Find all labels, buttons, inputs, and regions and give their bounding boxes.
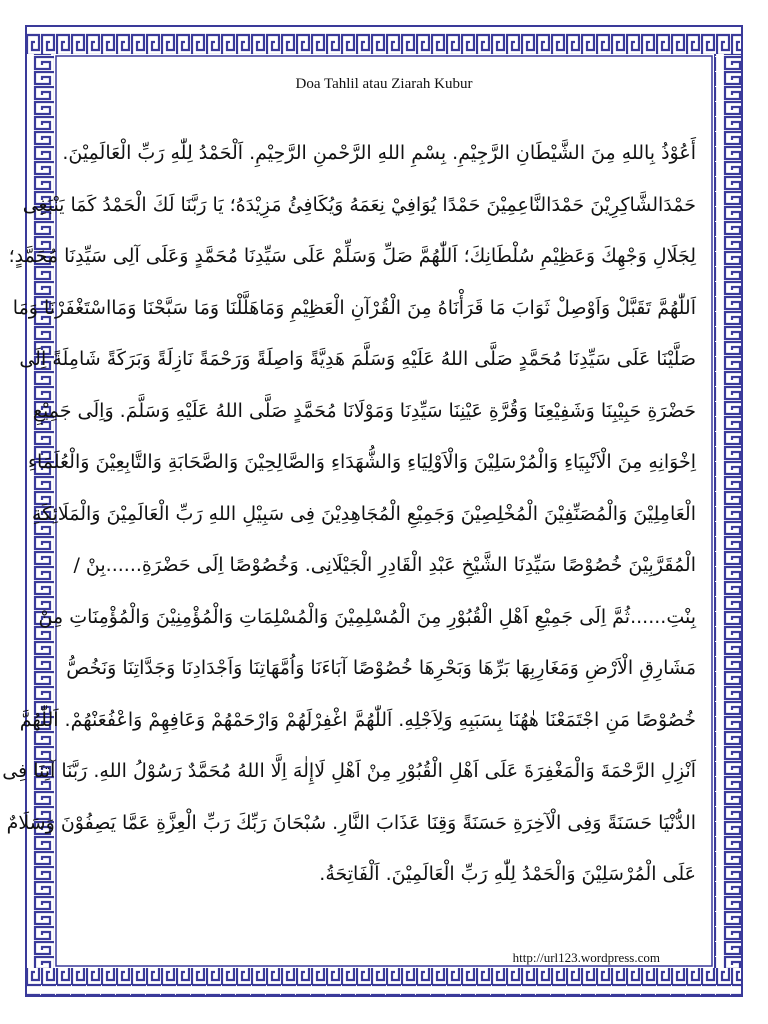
text-line: حَضْرَةِ حَبِيْبِنَا وَشَفِيْعِنَا وَقُرَّةِ عَيْنِنَا سَيِّدِنَا وَمَوْلَانَا مُحَمَّدٍ صَلَّى اللهُ عَلَيْهِ وَسَلَّمَ. وَاِلَى جَمِيْعِ [32, 399, 696, 422]
text-line: خُصُوْصًا مَنِ اجْتَمَعْنَا هٰهُنَا بِسَبَبِهِ وَلِاَجْلِهِ. اَللّٰهُمَّ اغْفِرْلَهُمْ وَارْحَمْهُمْ وَعَافِهِمْ وَاعْفُعَنْهُمْ. اَللّٰهُمَّ [19, 708, 696, 731]
text-line: الدُّنْيَا حَسَنَةً وَفِى الْآخِرَةِ حَسَنَةً وَقِنَا عَذَابَ النَّارِ. سُبْحَانَ رَبِّكَ رَبِّ الْعِزَّةِ عَمَّا يَصِفُوْنَ وَسَلَامٌ [6, 811, 696, 834]
text-line: الْمُقَرَّبِيْنَ خُصُوْصًا سَيِّدِنَا الشَّيْخِ عَبْدِ الْقَادِرِ الْجَيْلَانِى. وَخُصُوْصًا اِلَى حَضْرَةِ......بِنْ / [73, 554, 696, 576]
text-line: اَللّٰهُمَّ تَقَبَّلْ وَاَوْصِلْ ثَوَابَ مَا قَرَأْنَاهُ مِنَ الْقُرْآنِ الْعَظِيْمِ وَمَاهَلَّلْنَا وَمَا سَبَّحْنَا وَمَااسْتَغْفَرْنَا وَمَا [12, 296, 696, 319]
footer-url: http://url123.wordpress.com [512, 950, 660, 965]
text-line: بِنْتِ......ثُمَّ اِلَى جَمِيْعِ اَهْلِ الْقُبُوْرِ مِنَ الْمُسْلِمِيْنَ وَالْمُسْلِمَاتِ وَالْمُؤْمِنِيْنَ وَالْمُؤْمِنَاتِ مِنْ [38, 605, 696, 628]
text-line: اَنْزِلِ الرَّحْمَةَ وَالْمَغْفِرَةَ عَلَى اَهْلِ الْقُبُوْرِ مِنْ اَهْلِ لَاإِلٰهَ اِلَّا اللهُ مُحَمَّدٌ رَسُوْلُ اللهِ. رَبَّنَا آتِنَا فِى [2, 760, 696, 782]
text-line: صَلَّيْنَا عَلَى سَيِّدِنَا مُحَمَّدٍ صَلَّى اللهُ عَلَيْهِ وَسَلَّمَ هَدِيَّةً وَاصِلَةً وَرَحْمَةً نَازِلَةً وَبَرَكَةً شَامِلَةً اِلَى [19, 348, 696, 370]
text-line: أَعُوْذُ بِاللهِ مِنَ الشَّيْطَانِ الرَّجِيْمِ. بِسْمِ اللهِ الرَّحْمنِ الرَّحِيْمِ. اَلْحَمْدُ لِلّٰهِ رَبِّ الْعَالَمِيْنَ. [62, 142, 696, 164]
text-line: اِخْوَانِهِ مِنَ الْاَنْبِيَاءِ وَالْمُرْسَلِيْنَ وَالْاَوْلِيَاءِ وَالشُّهَدَاءِ وَالصَّالِحِيْنَ وَالصَّحَابَةِ وَالتَّابِعِيْنَ وَالْعُلَمَاءِ [28, 451, 696, 473]
text-line-last: عَلَى الْمُرْسَلِيْنَ وَالْحَمْدُ لِلّٰهِ رَبِّ الْعَالَمِيْنَ. اَلْفَاتِحَةُ. [319, 863, 696, 885]
text-line: الْعَامِلِيْنَ وَالْمُصَنِّفِيْنَ الْمُخْلِصِيْنَ وَجَمِيْعِ الْمُجَاهِدِيْنَ فِى سَبِيْلِ اللهِ رَبِّ الْعَالَمِيْنَ وَالْمَلَائِكَةِ [31, 502, 696, 525]
text-line: لِجَلَالِ وَجْهِكَ وَعَظِيْمِ سُلْطَانِكَ؛ اَللّٰهُمَّ صَلِّ وَسَلِّمْ عَلَى سَيِّدِنَا مُحَمَّدٍ وَعَلَى آلِى سَيِّدِنَا مُحَمَّدٍ؛ [8, 245, 696, 267]
doa-body-text [2, 128, 696, 901]
text-line: مَشَارِقِ الْاَرْضِ وَمَغَارِبِهَا بَرِّهَا وَبَحْرِهَا خُصُوْصًا آبَاءَنَا وَاُمَّهَاتِنَا وَاَجْدَادِنَا وَجَدَّاتِنَا وَنَخُصُّ [66, 657, 696, 679]
page-title: Doa Tahlil atau Ziarah Kubur [295, 76, 473, 92]
text-line: حَمْدَالشَّاكِرِيْنَ حَمْدَالنَّاعِمِيْنَ حَمْدًا يُوَافِيْ نِعَمَهُ وَيُكَافِئُ مَزِيْدَهُ؛ يَا رَبَّنَا لَكَ الْحَمْدُ كَمَا يَنْبَغِى [22, 193, 696, 216]
